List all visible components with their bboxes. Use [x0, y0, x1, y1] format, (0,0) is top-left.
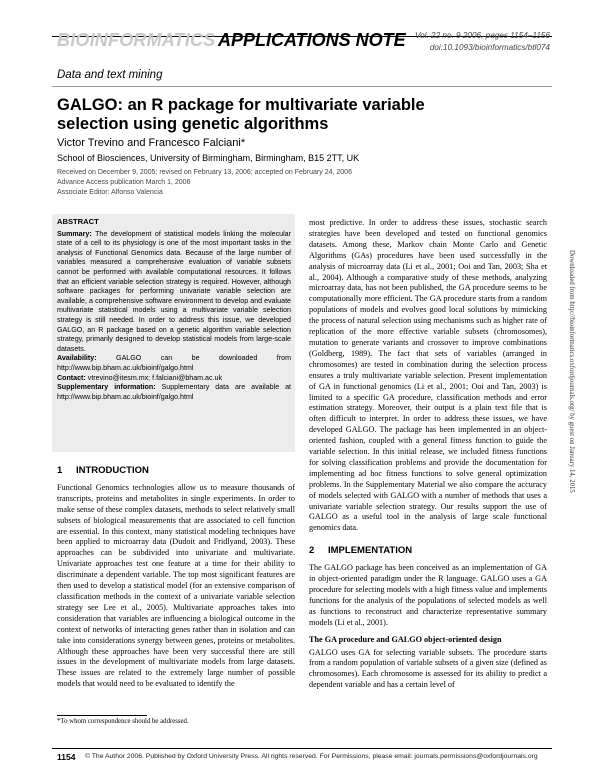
section-heading-implementation: 2 IMPLEMENTATION [309, 545, 413, 557]
left-column [57, 466, 295, 690]
subject-category: Data and text mining [57, 69, 163, 81]
abstract-contact: Contact: vtrevino@itesm.mx; f.falciani@bham.ac.uk [57, 373, 223, 382]
advance-access-line: Advance Access publication March 1, 2006 [57, 179, 191, 186]
correspondence-footnote: *To whom correspondence should be addressed. [57, 718, 189, 725]
volume-line: Vol. 22 no. 9 2006, pages 1154–1156 [414, 31, 550, 40]
contact-emails[interactable]: vtrevino@itesm.mx; f.falciani@bham.ac.uk [87, 373, 223, 382]
download-watermark-text: Downloaded from http://bioinformatics.oxfordjournals.org/ by guest on January 14, 2015 [568, 250, 575, 493]
page-number: 1154 [57, 752, 76, 762]
associate-editor-line: Associate Editor: Alfonso Valencia [57, 189, 163, 196]
footer-rule [52, 748, 552, 749]
affiliation: School of Biosciences, University of Birmingham, Birmingham, B15 2TT, UK [57, 153, 360, 163]
journal-name: BIOINFORMATICS [57, 30, 216, 50]
introduction-text: Functional Genomics technologies allow us to measure thousands of transcripts, proteins and metabolites in single experiments. In order to make sense of these complex datasets, methods to select relatively small subsets of biological measurements that are associated to cell function are essential. In this context, many statistical modeling techniques have been applied to microarray data (Dudoit and Fridlyand, 2003). These approaches can be subdivided into univariate and multivariate. Univariate approaches test one feature at a time for their ability to discriminate a dependent variable. The top most significant features are then used to develop a statistical model (for an extensive comparison of classification methods in the context of a univariate variable selection strategy see Lee et al., 2005). Multivariate approaches takes into consideration that variables are influencing a biological outcome in the context of networks of interacting genes rather than in isolation and can take into considerations synergy between genes, proteins or metabolites. Although these approaches have been very successful there are still issues in the development of multivariate models from large datasets. These issues are related to the extremely large number of possible models that would need to be evaluated to identify the [57, 482, 295, 689]
abstract-supplementary: Supplementary information: Supplementary data are available at http://www.bip.bham.ac.uk/bioinf/galgo.html [57, 383, 291, 401]
subsection-heading: The GA procedure and GALGO object-oriented design [309, 634, 502, 644]
introduction-continued-text: most predictive. In order to address these issues, stochastic search strategies have been developed and tested on functional genomics datasets. Among these, Markov chain Monte Carlo and Genetic Algorithms (GAs) procedures have been used successfully in the analysis of microarray data (Li et al., 2001; Ooi and Tan, 2003; Sha et al., 2004). Although a comparative study of these methods, analyzing microarray data, has not been published, the GA procedure seems to be computationally more efficient. The GA procedure starts from a random populations of models and evolves good local solutions by mimicking the process of natural selection using mechanisms such as higher rate of replication of the more effective variable subsets (chromosomes), mutation to generate variants and crossover to improve combinations (Goldberg, 1989). The fact that sets of variables (arranged in chromosomes) are tested in combination during the selection process ensures a truly multivariate variable selection. Present implementation of GA in functional genomics (Li et al., 2001; Ooi and Tan, 2003) is limited to a specific GA procedure, classification methods and error estimation strategy. Moreover, their output is a plain text file that is often difficult to interpret. In order to address these issues, we have developed GALGO. The package has been implemented in an object-oriented fashion, coupled with a general fitness function to guide the variable selection. In this initial release, we included fitness functions for solving classification problems and provide the documentation for implementing ad hoc fitness functions to solve general optimization problems. In the Supplementary Material we also compare the accuracy of models selected with GALGO with a number of methods that uses a univariate variable selection strategy. Our results support the use of GALGO as a useful tool in the analysis of large scale functional genomics data. [309, 218, 547, 533]
abstract-heading: ABSTRACT [57, 217, 99, 226]
footnote-rule [57, 715, 147, 716]
section-heading-introduction: 1 INTRODUCTION [57, 465, 149, 476]
doi-line: doi:10.1093/bioinformatics/btl074 [429, 43, 550, 52]
publication-dates [57, 168, 477, 198]
abstract-summary: Summary: The development of statistical models linking the molecular state of a cell to its physiology is one of the most important tasks in the analysis of Functional Genomics data. Because of the large number of variables measured a comprehensive evaluation of variable subsets cannot be performed with available computational resources. It follows that an efficient variable selection strategy is required. However, although software packages for performing univariate variable selection are available, a comprehensive software environment to develop and evaluate multivariate statistical models using a multivariate variable selection strategy is still needed. In order to address this issue, we developed GALGO, an R package based on a genetic algorithm variable selection strategy, primarily designed to develop statistical models from large-scale datasets. [57, 229, 291, 353]
paper-title: GALGO: an R package for multivariate variable selection using genetic algorithms [57, 96, 425, 133]
implementation-text: The GALGO package has been conceived as an implementation of GA in object-oriented paradigm under the R language. GALGO uses a GA procedure for selecting models with a high fitness value and implements functions for the analysis of the populations of selected models as well as functions to reconstruct and characterize representative summary models (Li et al., 2001). [309, 563, 547, 627]
supplementary-link[interactable]: Supplementary data are available at http://www.bip.bham.ac.uk/bioinf/galgo.html [57, 383, 291, 401]
volume-info [415, 30, 550, 54]
copyright-notice: © The Author 2006. Published by Oxford University Press. All rights reserved. For Permissions, please email: journals.permissions@oxfordjournals.org [85, 753, 538, 760]
availability-link[interactable]: GALGO can be downloaded from http://www.bip.bham.ac.uk/bioinf/galgo.html [57, 354, 291, 372]
download-watermark [566, 250, 578, 580]
category-rule [52, 86, 552, 87]
abstract [57, 217, 291, 402]
authors: Victor Trevino and Francesco Falciani* [57, 137, 246, 149]
ga-procedure-text: GALGO uses GA for selecting variable subsets. The procedure starts from a random population of variable subsets of a given size (defined as chromosomes). Each chromosome is assessed for its ability to predict a dependent variable and has a certain level of [309, 647, 547, 690]
received-line: Received on December 9, 2005; revised on February 13, 2006; accepted on February 24, 2006 [57, 169, 352, 176]
abstract-availability: Availability: GALGO can be downloaded from http://www.bip.bham.ac.uk/bioinf/galgo.html [57, 354, 291, 372]
right-column [309, 218, 547, 691]
article-type: APPLICATIONS NOTE [218, 30, 406, 50]
